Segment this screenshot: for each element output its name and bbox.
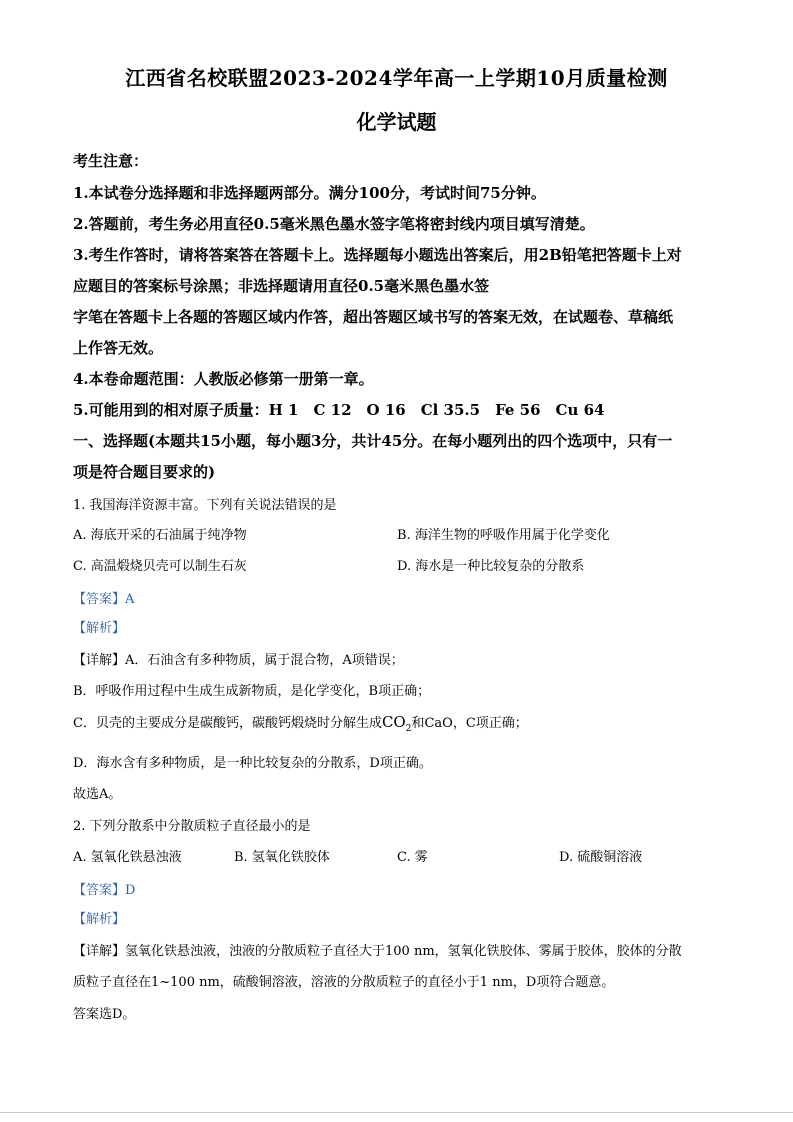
- notice-item-5: 5.可能用到的相对原子质量：H 1 C 12 O 16 Cl 35.5 Fe 56 Cu 64: [73, 401, 605, 419]
- q1-detail-a: 【详解】A．石油含有多种物质，属于混合物，A项错误；: [73, 653, 404, 668]
- section-heading: 一、选择题(本题共15小题，每小题3分，共计45分。在每小题列出的四个选项中，只有一: [73, 432, 673, 450]
- notice-heading: 考生注意：: [73, 152, 149, 170]
- q2-option-b: B. 氢氧化铁胶体: [234, 850, 330, 865]
- section-heading-cont: 项是符合题目要求的): [73, 463, 216, 481]
- exam-subtitle: 化学试题: [356, 110, 437, 134]
- q1-stem: 1. 我国海洋资源丰富。下列有关说法错误的是: [73, 498, 337, 513]
- q2-analysis-label: 【解析】: [73, 912, 126, 927]
- q2-option-c: C. 雾: [397, 850, 428, 865]
- notice-item-1: 1.本试卷分选择题和非选择题两部分。满分100分，考试时间75分钟。: [73, 184, 546, 202]
- q2-option-a: A. 氢氧化铁悬浊液: [73, 850, 182, 865]
- co2-formula: $CO_2$: [381, 713, 412, 734]
- notice-item-3-cont: 应题目的答案标号涂黑；非选择题请用直径0.5毫米黑色墨水签: [73, 277, 490, 295]
- page-bottom-divider: [0, 1112, 793, 1113]
- q2-option-d: D. 硫酸铜溶液: [559, 850, 643, 865]
- q1-analysis-label: 【解析】: [73, 621, 126, 636]
- notice-item-3-cont2: 字笔在答题卡上各题的答题区域内作答，超出答题区域书写的答案无效，在试题卷、草稿纸: [73, 308, 674, 326]
- q1-detail-c: [73, 712, 723, 734]
- notice-item-3-cont3: 上作答无效。: [73, 339, 164, 357]
- q1-detail-b: B．呼吸作用过程中生成生成新物质，是化学变化，B项正确；: [73, 684, 431, 699]
- q1-option-b: B. 海洋生物的呼吸作用属于化学变化: [397, 528, 610, 543]
- exam-title: 江西省名校联盟2023-2024学年高一上学期10月质量检测: [125, 66, 668, 90]
- q2-detail-2: 质粒子直径在1~100 nm，硫酸铜溶液，溶液的分散质粒子的直径小于1 nm，D项符合题意。: [73, 975, 615, 990]
- q2-detail-1: 【详解】氢氧化铁悬浊液，浊液的分散质粒子直径大于100 nm，氢氧化铁胶体、雾属于胶体，胶体的分散: [73, 944, 682, 959]
- notice-item-4: 4.本卷命题范围：人教版必修第一册第一章。: [73, 370, 374, 388]
- q2-answer: 【答案】D: [73, 883, 136, 898]
- q1-conclusion: 故选A。: [73, 787, 122, 802]
- notice-item-2: 2.答题前，考生务必用直径0.5毫米黑色墨水签字笔将密封线内项目填写清楚。: [73, 215, 595, 233]
- q1-answer: 【答案】A: [73, 592, 135, 607]
- q1-option-d: D. 海水是一种比较复杂的分散系: [397, 559, 585, 574]
- notice-item-3: 3.考生作答时，请将答案答在答题卡上。选择题每小题选出答案后，用2B铅笔把答题卡上对: [73, 246, 682, 264]
- q2-conclusion: 答案选D。: [73, 1007, 136, 1022]
- q1-option-a: A. 海底开采的石油属于纯净物: [73, 528, 247, 543]
- q1-detail-c-tail: 和CaO，C项正确；: [411, 716, 528, 731]
- q1-detail-c-text: C．贝壳的主要成分是碳酸钙，碳酸钙煅烧时分解生成: [73, 716, 382, 731]
- q1-option-c: C. 高温煅烧贝壳可以制生石灰: [73, 559, 247, 574]
- q1-detail-d: D．海水含有多种物质，是一种比较复杂的分散系，D项正确。: [73, 756, 432, 771]
- q2-stem: 2. 下列分散系中分散质粒子直径最小的是: [73, 819, 311, 834]
